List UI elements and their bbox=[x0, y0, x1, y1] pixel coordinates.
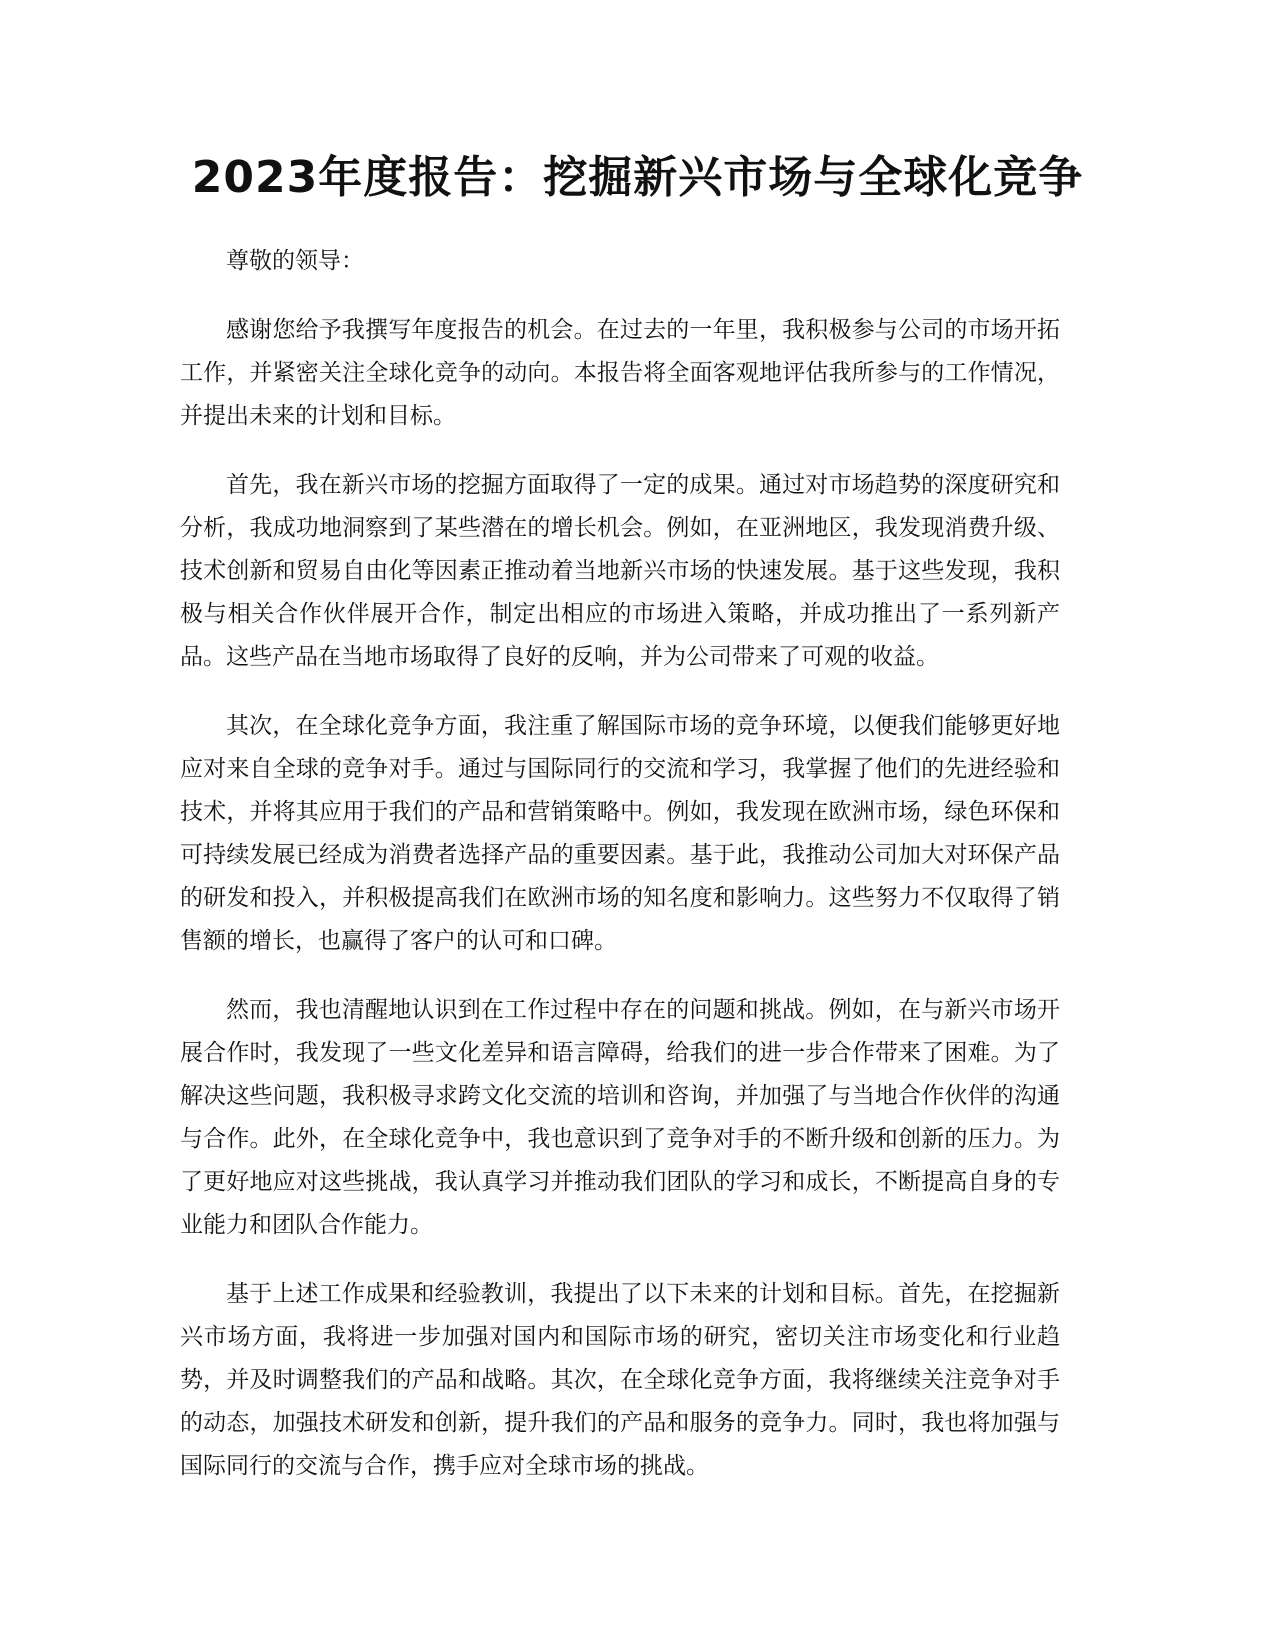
paragraph: 其次，在全球化竞争方面，我注重了解国际市场的竞争环境，以便我们能够更好地应对来自全球的竞争对手。通过与国际同行的交流和学习，我掌握了他们的先进经验和技术，并将其应用于我们的产品和营销策略中。例如，我发现在欧洲市场，绿色环保和可持续发展已经成为消费者选择产品的重要因素。基于此，我推动公司加大对环保产品的研发和投入，并积极提高我们在欧洲市场的知名度和影响力。这些努力不仅取得了销售额的增长，也赢得了客户的认可和口碑。 bbox=[180, 713, 1060, 954]
document-body bbox=[180, 240, 1060, 1514]
salutation: 尊敬的领导： bbox=[226, 248, 364, 274]
document-title: 2023年度报告：挖掘新兴市场与全球化竞争 bbox=[191, 152, 1084, 203]
paragraph: 然而，我也清醒地认识到在工作过程中存在的问题和挑战。例如，在与新兴市场开展合作时，我发现了一些文化差异和语言障碍，给我们的进一步合作带来了困难。为了解决这些问题，我积极寻求跨文化交流的培训和咨询，并加强了与当地合作伙伴的沟通与合作。此外，在全球化竞争中，我也意识到了竞争对手的不断升级和创新的压力。为了更好地应对这些挑战，我认真学习并推动我们团队的学习和成长，不断提高自身的专业能力和团队合作能力。 bbox=[180, 997, 1060, 1238]
paragraph: 基于上述工作成果和经验教训，我提出了以下未来的计划和目标。首先，在挖掘新兴市场方面，我将进一步加强对国内和国际市场的研究，密切关注市场变化和行业趋势，并及时调整我们的产品和战略。其次，在全球化竞争方面，我将继续关注竞争对手的动态，加强技术研发和创新，提升我们的产品和服务的竞争力。同时，我也将加强与国际同行的交流与合作，携手应对全球市场的挑战。 bbox=[180, 1281, 1060, 1479]
paragraph: 首先，我在新兴市场的挖掘方面取得了一定的成果。通过对市场趋势的深度研究和分析，我成功地洞察到了某些潜在的增长机会。例如，在亚洲地区，我发现消费升级、技术创新和贸易自由化等因素正推动着当地新兴市场的快速发展。基于这些发现，我积极与相关合作伙伴展开合作，制定出相应的市场进入策略，并成功推出了一系列新产品。这些产品在当地市场取得了良好的反响，并为公司带来了可观的收益。 bbox=[180, 472, 1060, 670]
paragraph: 感谢您给予我撰写年度报告的机会。在过去的一年里，我积极参与公司的市场开拓工作，并紧密关注全球化竞争的动向。本报告将全面客观地评估我所参与的工作情况，并提出未来的计划和目标。 bbox=[180, 317, 1060, 429]
